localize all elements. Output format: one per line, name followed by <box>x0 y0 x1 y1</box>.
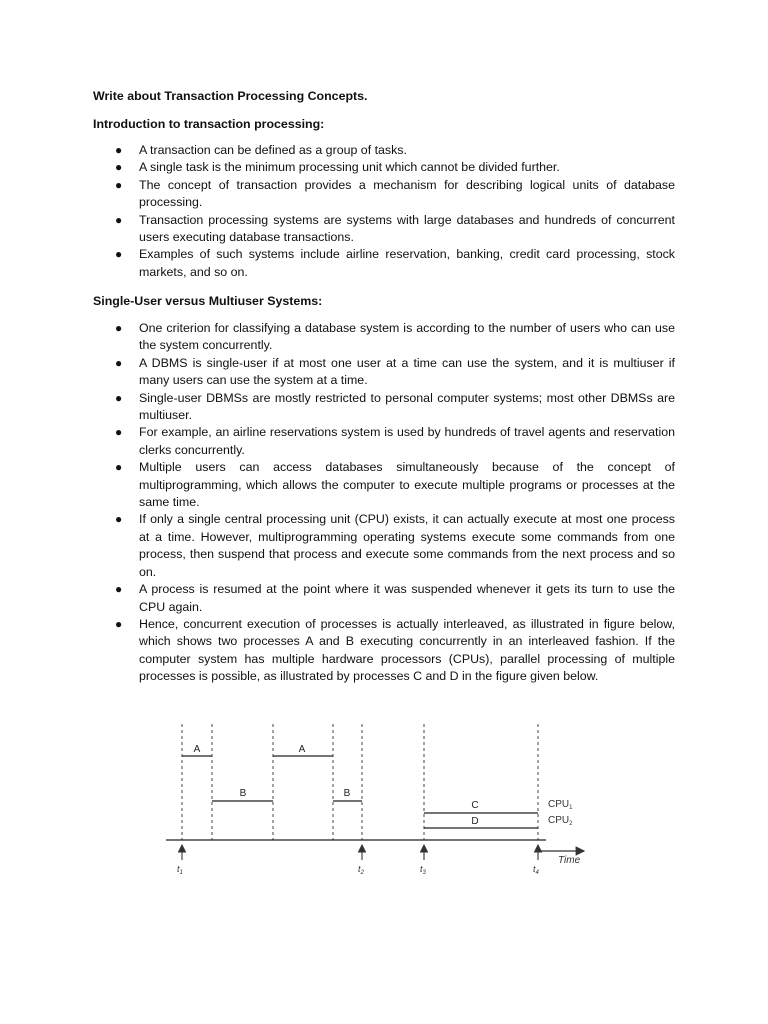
process-label-a1: A <box>193 744 201 755</box>
figure-canvas <box>160 712 620 882</box>
bullet-dot: ● <box>115 390 123 405</box>
bullet-dot: ● <box>115 616 123 631</box>
bullet-dot: ● <box>115 212 123 227</box>
list-item: ● Hence, concurrent execution of processes is actually interleaved, as illustrated in figure below, which shows two processes A and B executing concurrently in an interleaved fashion. If the computer system has multiple hardware processors (CPUs), parallel processing of multiple processes is possible, as illustrated by processes C and D in the figure given below. <box>115 616 675 684</box>
bullet-dot: ● <box>115 425 123 440</box>
list-item: ● One criterion for classifying a database system is according to the number of users who can use the system concurrently. <box>115 321 675 353</box>
time-marker-t1: $t_1$ <box>177 864 183 876</box>
process-label-a2: A <box>298 744 306 755</box>
section-heading-intro: Introduction to transaction processing: <box>93 117 325 131</box>
process-label-c: C <box>471 800 479 811</box>
process-label-b1: B <box>239 788 247 799</box>
bullet-dot: ● <box>115 177 123 192</box>
list-item: ● Multiple users can access databases simultaneously because of the concept of multiprogramming, which allows the computer to execute multiple programs or processes at the same time. <box>115 460 675 510</box>
list-item: ● Examples of such systems include airline reservation, banking, credit card processing, stock markets, and so on. <box>115 247 675 279</box>
process-bars <box>182 756 538 828</box>
list-item: ● If only a single central processing unit (CPU) exists, it can actually execute at most one process at a time. However, multiprogramming operating systems execute some commands from one process, then suspend that process and execute some commands from the next process and so on. <box>115 512 675 579</box>
bullet-dot: ● <box>115 321 123 335</box>
time-label: Time <box>558 855 581 866</box>
list-item: ● Transaction processing systems are systems with large databases and hundreds of concurrent users executing database transactions. <box>115 212 675 245</box>
list-item: ● Single-user DBMSs are mostly restricted to personal computer systems; most other DBMSs are multiuser. <box>115 390 675 423</box>
document-title: Write about Transaction Processing Concepts. <box>93 89 368 103</box>
cpu1-label: $CPU_1$ <box>548 799 573 811</box>
bullet-dot: ● <box>115 460 123 475</box>
list-item: ● A DBMS is single-user if at most one user at a time can use the system, and it is multiuser if many users can use the system at a time. <box>115 355 675 388</box>
bullet-dot: ● <box>115 355 123 370</box>
time-marker-t2: $t_2$ <box>358 864 364 876</box>
list-item: ● A transaction can be defined as a group of tasks. <box>93 142 675 159</box>
process-label-b2: B <box>343 788 351 799</box>
cpu2-label: $CPU_2$ <box>548 815 573 827</box>
time-marker-t3: $t_3$ <box>420 864 426 876</box>
time-marker-arrows <box>182 845 538 860</box>
process-label-d: D <box>471 816 479 827</box>
list-item: ● For example, an airline reservations system is used by hundreds of travel agents and reservation clerks concurrently. <box>115 425 675 457</box>
bullet-list-intro <box>93 142 675 281</box>
bullet-dot: ● <box>115 160 123 175</box>
list-item: ● The concept of transaction provides a mechanism for describing logical units of database processing. <box>115 177 675 210</box>
section-heading-multiuser: Single-User versus Multiuser Systems: <box>93 294 323 308</box>
time-marker-t4: $t_4$ <box>533 864 539 876</box>
bullet-dot: ● <box>115 247 123 262</box>
dashed-guides <box>182 724 538 840</box>
interleaved-processing-figure <box>160 712 620 882</box>
list-item: ● A process is resumed at the point where it was suspended whenever it gets its turn to use the CPU again. <box>115 582 675 614</box>
list-item: ● A single task is the minimum processing unit which cannot be divided further. <box>93 159 675 176</box>
bullet-list-multiuser <box>93 320 675 686</box>
bullet-dot: ● <box>115 582 123 597</box>
bullet-dot: ● <box>115 512 123 527</box>
bullet-dot: ● <box>115 143 123 157</box>
